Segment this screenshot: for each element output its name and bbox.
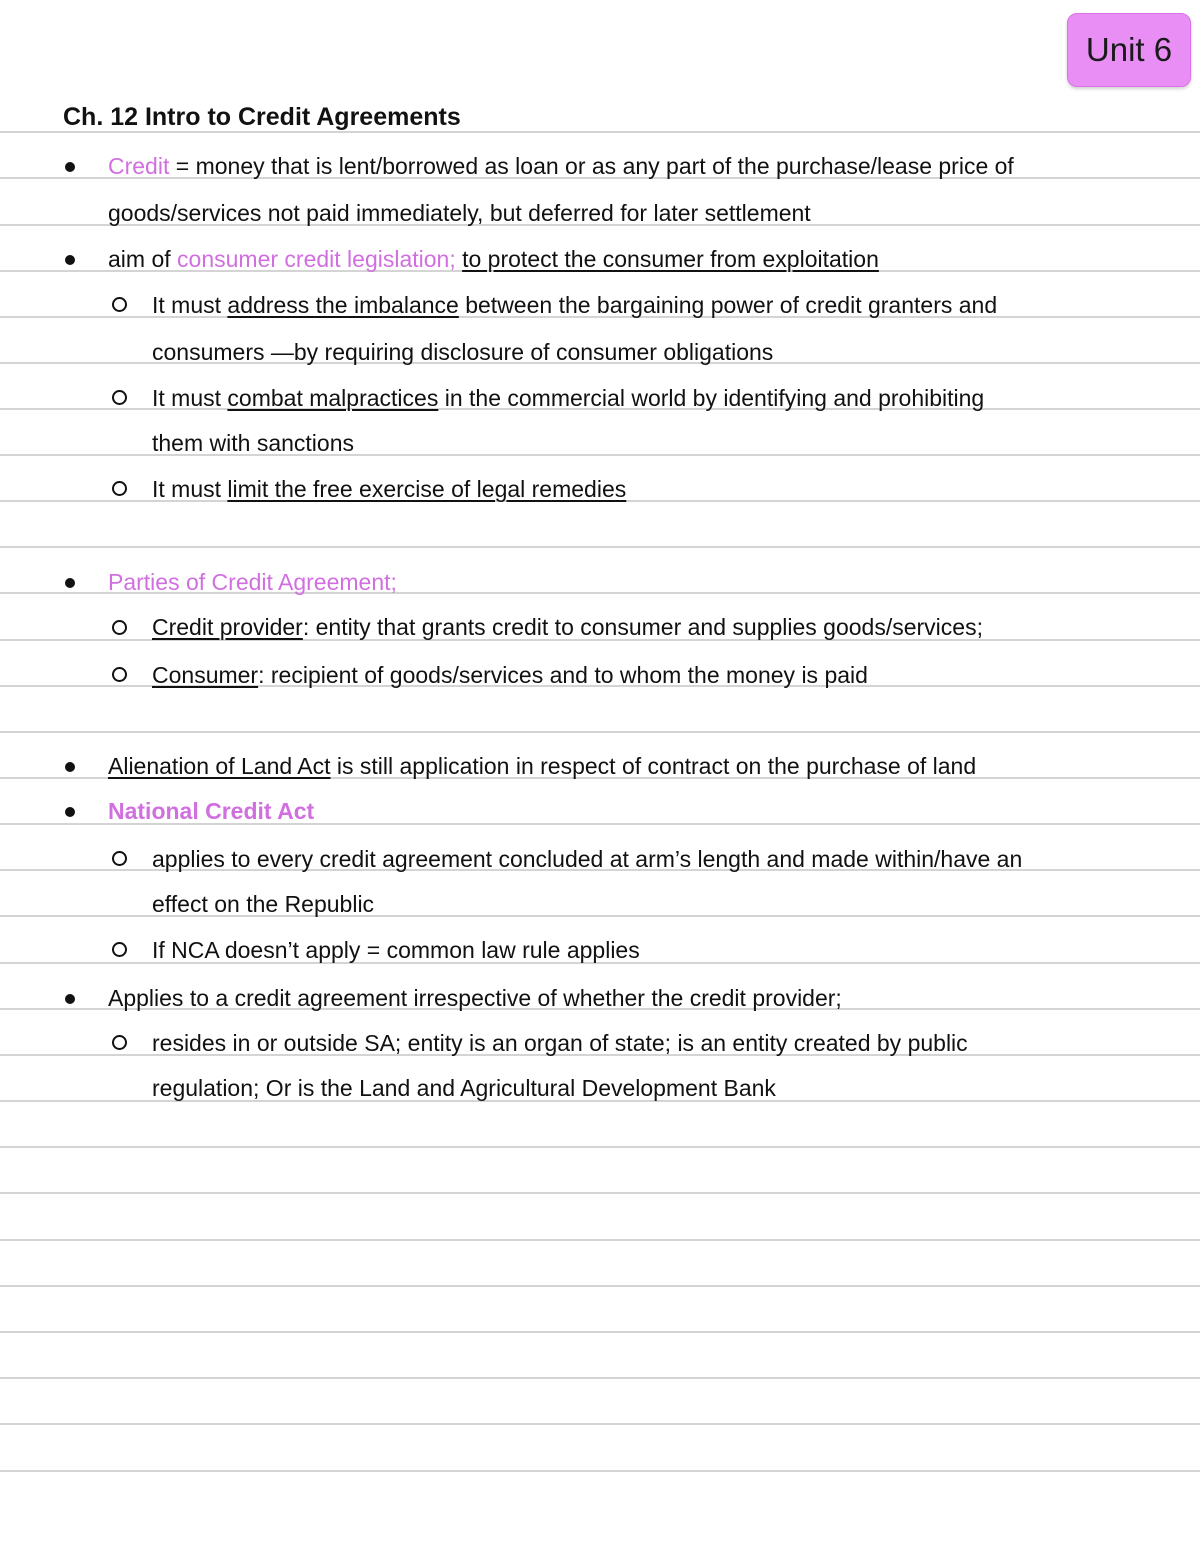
aim-item-key: limit the free exercise of legal remedies <box>227 476 627 502</box>
credit-term: Credit <box>108 153 170 179</box>
sub-bullet-circle <box>112 620 127 635</box>
ruled-line <box>0 1146 1200 1148</box>
party-description: : recipient of goods/services and to whom the money is paid <box>258 662 868 688</box>
ruled-line <box>0 731 1200 733</box>
credit-definition <box>108 151 1014 181</box>
aim-purpose: to protect the consumer from exploitation <box>462 246 879 272</box>
page-title: Ch. 12 Intro to Credit Agreements <box>63 103 461 131</box>
unit-tag: Unit 6 <box>1067 13 1191 87</box>
sub-bullet-circle <box>112 481 127 496</box>
ruled-line <box>0 1470 1200 1472</box>
bullet-dot <box>65 994 75 1004</box>
aim-item-continued: consumers —by requiring disclosure of consumer obligations <box>152 339 774 365</box>
aim-item-key: address the imbalance <box>227 292 459 318</box>
ruled-line <box>0 1239 1200 1241</box>
aim-item-rest: in the commercial world by identifying and prohibiting <box>438 385 985 411</box>
applies-line: Applies to a credit agreement irrespective of whether the credit provider; <box>108 985 842 1011</box>
alienation-term: Alienation of Land Act <box>108 753 331 779</box>
ruled-line <box>0 1285 1200 1287</box>
aim-item-rest: between the bargaining power of credit granters and <box>458 292 998 318</box>
sub-bullet-circle <box>112 667 127 682</box>
ruled-line <box>0 1331 1200 1333</box>
nca-item: applies to every credit agreement concluded at arm’s length and made within/have an <box>152 846 1023 872</box>
party-item <box>152 612 983 642</box>
ruled-line <box>0 1377 1200 1379</box>
aim-item-prefix: It must <box>152 385 228 411</box>
nca-item-continued: effect on the Republic <box>152 891 375 917</box>
aim-prefix: aim of <box>108 246 178 272</box>
nca-heading: National Credit Act <box>108 798 315 824</box>
bullet-dot <box>65 807 75 817</box>
sub-bullet-circle <box>112 297 127 312</box>
nca-item: If NCA doesn’t apply = common law rule applies <box>152 937 640 963</box>
aim-item-key: combat malpractices <box>227 385 439 411</box>
parties-heading: Parties of Credit Agreement; <box>108 569 397 595</box>
sub-bullet-circle <box>112 1035 127 1050</box>
bullet-dot <box>65 162 75 172</box>
party-term: Credit provider <box>152 614 303 640</box>
aim-item-prefix: It must <box>152 476 228 502</box>
credit-definition-continued: goods/services not paid immediately, but deferred for later settlement <box>108 200 811 226</box>
credit-definition-text: = money that is lent/borrowed as loan or as any part of the purchase/lease price of <box>169 153 1014 179</box>
bullet-dot <box>65 762 75 772</box>
aim-term: consumer credit legislation; <box>177 246 456 272</box>
sub-bullet-circle <box>112 851 127 866</box>
sub-bullet-circle <box>112 390 127 405</box>
alienation-rest: is still application in respect of contract on the purchase of land <box>330 753 977 779</box>
party-item <box>152 660 868 690</box>
aim-line <box>108 244 879 274</box>
ruled-line <box>0 546 1200 548</box>
sub-bullet-circle <box>112 942 127 957</box>
aim-item-prefix: It must <box>152 292 228 318</box>
applies-item: resides in or outside SA; entity is an organ of state; is an entity created by public <box>152 1030 968 1056</box>
applies-item-continued: regulation; Or is the Land and Agricultural Development Bank <box>152 1075 776 1101</box>
alienation-line <box>108 751 976 781</box>
aim-item <box>152 474 626 504</box>
ruled-line <box>0 1423 1200 1425</box>
aim-item-continued: them with sanctions <box>152 430 354 456</box>
aim-item <box>152 290 997 320</box>
bullet-dot <box>65 578 75 588</box>
aim-item <box>152 383 984 413</box>
bullet-dot <box>65 255 75 265</box>
ruled-line <box>0 1192 1200 1194</box>
party-description: : entity that grants credit to consumer and supplies goods/services; <box>302 614 983 640</box>
party-term: Consumer <box>152 662 259 688</box>
